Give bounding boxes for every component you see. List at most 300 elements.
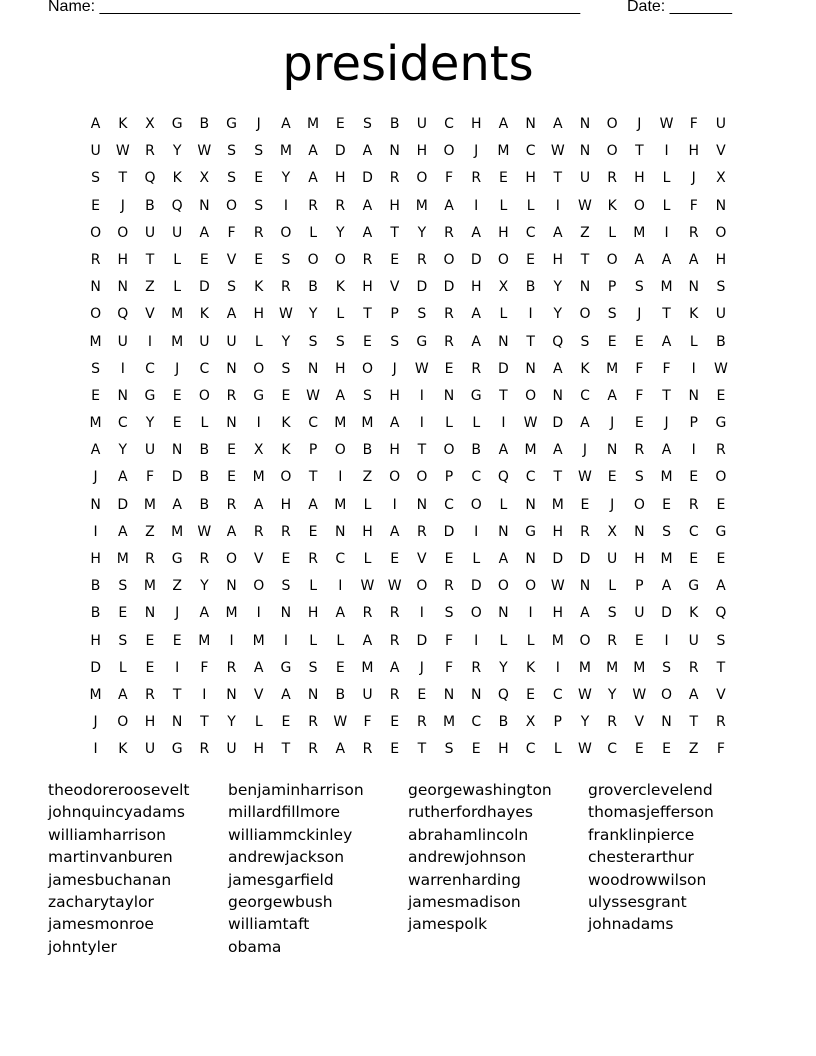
grid-letter: F [445,632,454,649]
grid-letter: I [256,605,261,622]
grid-letter: F [445,659,454,676]
grid-letter: E [526,686,536,703]
grid-letter: G [525,523,537,540]
grid-letter: O [253,578,265,595]
grid-letter: R [226,659,237,676]
grid-letter: F [662,360,671,377]
grid-letter: F [445,170,454,187]
grid-letter: I [283,197,288,214]
grid-letter: L [363,551,372,567]
grid-letter: B [145,197,155,214]
grid-letter: E [580,496,590,513]
grid-letter: I [555,197,560,214]
grid-letter: I [147,333,153,350]
grid-row [82,277,735,304]
grid-letter: W [578,686,592,703]
word-bank-item: woodrowwilson [588,870,707,889]
grid-letter: O [606,251,618,268]
grid-letter: O [470,496,482,513]
grid-row [82,114,735,141]
grid-letter: D [498,360,509,377]
grid-letter: T [417,741,427,758]
grid-letter: A [90,442,101,459]
grid-letter: I [664,632,669,649]
word-bank-item: warrenharding [408,870,521,889]
grid-letter: C [580,387,590,404]
grid-letter: O [361,360,373,377]
grid-letter: X [525,714,536,731]
grid-letter: N [280,605,292,622]
grid-letter: R [607,170,618,187]
grid-letter: N [498,605,509,622]
grid-letter: V [226,251,237,268]
grid-letter: L [526,197,535,214]
grid-letter: D [552,415,564,432]
grid-letter: O [606,116,618,132]
grid-letter: R [308,551,318,567]
grid-letter: I [474,523,479,540]
grid-letter: A [335,387,346,404]
grid-letter: N [579,143,591,160]
grid-letter: N [525,116,536,132]
grid-letter: A [199,605,210,622]
grid-letter: L [173,279,182,296]
word-bank-item: williamtaft [228,915,310,934]
grid-letter: N [579,578,591,595]
grid-letter: I [691,442,696,459]
grid-letter: N [117,387,129,404]
grid-letter: S [662,523,671,540]
grid-letter: N [199,197,210,214]
grid-letter: A [308,496,318,513]
grid-letter: U [579,170,591,187]
grid-letter: L [499,197,508,214]
grid-row [82,603,735,630]
date-field-label: Date: _______ [627,0,732,15]
grid-letter: E [91,387,101,404]
grid-letter: O [443,442,455,459]
grid-letter: R [308,741,318,758]
grid-letter: O [307,251,319,268]
grid-letter: A [281,116,291,132]
word-bank-item: jamesbuchanan [48,870,172,889]
grid-letter: N [470,686,482,703]
grid-letter: O [253,360,265,377]
grid-letter: X [607,523,617,540]
grid-letter: G [715,523,727,540]
grid-letter: W [387,578,402,595]
grid-letter: N [688,279,699,296]
grid-letter: H [253,306,264,323]
grid-row [82,359,735,386]
grid-letter: H [498,224,509,241]
grid-letter: E [444,551,454,567]
grid-row [82,413,735,440]
grid-letter: R [308,714,318,731]
grid-letter: A [199,224,210,241]
grid-letter: D [334,143,346,160]
grid-letter: L [662,170,671,187]
grid-letter: N [634,523,645,540]
grid-letter: J [256,116,261,132]
grid-letter: U [715,116,727,132]
grid-letter: W [197,523,212,540]
grid-letter: C [199,360,210,377]
grid-letter: J [610,415,615,432]
grid-letter: R [389,605,400,622]
grid-letter: A [471,306,481,323]
grid-letter: O [715,224,727,241]
grid-letter: E [199,251,209,268]
grid-letter: I [664,143,669,160]
grid-letter: S [607,605,617,622]
grid-letter: R [145,143,155,160]
grid-letter: C [471,714,482,731]
grid-letter: A [661,333,672,350]
word-bank-item: andrewjohnson [408,848,527,867]
grid-letter: I [555,659,560,676]
grid-letter: Q [117,306,129,323]
grid-row [82,685,735,712]
grid-letter: S [634,469,644,486]
grid-letter: O [470,605,482,622]
grid-letter: K [199,306,209,323]
word-bank-item: jamesmadison [408,893,521,912]
grid-letter: E [607,333,617,350]
grid-letter: C [117,415,128,432]
grid-letter: A [688,686,699,703]
grid-letter: S [716,632,726,649]
grid-letter: E [634,741,644,758]
grid-letter: S [363,116,372,132]
grid-letter: B [362,442,373,459]
grid-letter: M [334,496,347,513]
grid-letter: N [416,496,428,513]
grid-letter: B [471,442,482,459]
grid-letter: E [716,496,726,513]
grid-letter: S [417,306,427,323]
grid-letter: N [90,279,101,296]
grid-letter: U [607,551,618,567]
grid-letter: R [90,251,101,268]
grid-letter: V [253,686,264,703]
grid-letter: M [606,360,619,377]
grid-letter: N [443,686,455,703]
grid-letter: Z [145,279,155,296]
grid-letter: O [497,578,509,595]
grid-letter: N [307,360,319,377]
grid-letter: K [580,360,590,377]
grid-letter: W [578,469,592,486]
grid-letter: K [281,442,291,459]
grid-letter: O [606,143,618,160]
grid-letter: Y [553,279,563,296]
grid-letter: H [307,605,319,622]
grid-letter: R [607,714,618,731]
grid-letter: W [414,360,429,377]
grid-letter: A [661,251,672,268]
grid-letter: Y [118,442,128,459]
grid-letter: U [199,333,210,350]
grid-letter: H [688,143,699,160]
grid-row [82,576,735,603]
grid-letter: X [199,170,210,187]
grid-letter: W [278,306,293,323]
grid-letter: C [525,224,536,241]
grid-letter: T [662,306,671,323]
grid-letter: K [254,279,264,296]
grid-letter: R [389,686,400,703]
grid-letter: V [417,551,427,567]
grid-letter: H [470,279,482,296]
grid-letter: G [171,116,183,132]
word-bank-item: theodoreroosevelt [48,781,190,799]
grid-letter: A [226,306,237,323]
grid-letter: R [362,251,373,268]
grid-letter: O [117,714,129,731]
grid-letter: E [118,605,128,622]
grid-letter: N [606,442,618,459]
grid-letter: A [580,605,590,622]
grid-letter: S [580,333,590,350]
letter-grid [82,114,735,767]
grid-letter: Z [580,224,590,241]
grid-letter: S [390,333,400,350]
grid-letter: R [281,279,291,296]
grid-letter: H [335,360,346,377]
grid-letter: E [634,333,644,350]
grid-letter: I [338,469,343,486]
grid-letter: M [89,686,102,703]
grid-letter: F [716,741,725,758]
grid-letter: N [498,333,509,350]
grid-letter: E [227,469,236,486]
grid-letter: A [580,415,590,432]
word-bank-item: georgewashington [408,781,552,799]
grid-letter: O [633,496,645,513]
grid-letter: K [335,279,345,296]
grid-letter: B [498,714,509,731]
grid-row [82,658,735,685]
grid-letter: F [689,116,698,132]
grid-letter: G [280,659,292,676]
grid-letter: I [528,306,533,323]
grid-letter: L [363,496,372,513]
grid-letter: T [390,224,399,241]
grid-letter: R [688,496,699,513]
grid-letter: E [390,741,400,758]
grid-letter: L [173,251,182,268]
grid-letter: O [280,469,292,486]
grid-letter: S [335,333,345,350]
grid-letter: C [308,415,318,432]
grid-letter: A [661,578,672,595]
grid-letter: D [470,251,482,268]
grid-letter: M [606,659,619,676]
grid-letter: N [226,360,237,377]
grid-letter: B [308,279,318,296]
grid-letter: R [471,659,482,676]
grid-letter: M [225,605,238,622]
grid-letter: D [661,605,672,622]
grid-letter: O [90,306,102,323]
grid-letter: R [416,523,427,540]
grid-letter: D [117,496,129,513]
grid-letter: P [607,279,617,296]
grid-letter: S [254,197,264,214]
word-bank-item: abrahamlincoln [408,825,529,844]
grid-letter: T [689,714,698,731]
grid-letter: F [200,659,209,676]
grid-letter: C [607,741,618,758]
grid-letter: M [143,496,157,513]
grid-letter: J [93,469,98,486]
grid-letter: M [551,496,564,513]
grid-letter: B [199,469,210,486]
word-bank-item: jamesgarfield [228,870,334,889]
grid-letter: B [199,116,210,132]
grid-letter: A [552,360,563,377]
grid-letter: E [254,251,264,268]
grid-letter: E [281,387,291,404]
grid-letter: N [661,714,672,731]
grid-letter: H [525,170,536,187]
grid-letter: N [498,523,509,540]
grid-letter: W [115,143,130,160]
grid-letter: Q [715,605,727,622]
grid-letter: I [474,197,479,214]
grid-letter: M [307,116,320,132]
grid-letter: S [91,170,101,187]
word-bank-item: obama [228,937,282,956]
grid-letter: F [689,197,698,214]
grid-letter: R [145,551,155,567]
grid-letter: Q [171,197,183,214]
grid-letter: L [254,333,263,350]
grid-letter: G [171,551,183,567]
grid-letter: D [416,632,428,649]
grid-letter: W [550,143,565,160]
word-bank-item: georgewbush [228,893,333,912]
grid-letter: A [335,741,346,758]
grid-letter: G [688,578,700,595]
grid-letter: B [335,686,346,703]
grid-letter: D [362,170,373,187]
grid-letter: L [309,632,317,649]
grid-letter: Y [308,306,318,323]
grid-letter: P [553,714,562,731]
grid-letter: B [90,605,101,622]
grid-letter: G [253,387,265,404]
grid-letter: R [226,387,237,404]
grid-letter: S [308,333,318,350]
grid-letter: H [389,442,400,459]
grid-letter: S [227,170,236,187]
grid-letter: I [93,741,98,758]
grid-letter: M [361,659,374,676]
grid-letter: A [661,442,672,459]
grid-letter: O [497,251,509,268]
grid-letter: F [145,469,154,486]
grid-letter: X [145,116,155,132]
grid-letter: H [552,251,564,268]
grid-letter: I [691,360,696,377]
grid-letter: H [90,551,101,567]
grid-letter: U [144,741,156,758]
grid-letter: D [579,551,591,567]
grid-letter: D [443,523,455,540]
grid-letter: O [334,251,346,268]
grid-letter: U [688,632,699,649]
word-bank-item: millardfillmore [228,803,340,822]
grid-letter: C [444,496,454,513]
grid-letter: V [253,551,264,567]
grid-letter: X [253,442,264,459]
grid-letter: H [389,387,400,404]
grid-letter: A [362,143,373,160]
grid-letter: N [117,279,129,296]
grid-letter: I [664,224,669,241]
grid-letter: Y [227,714,236,731]
grid-letter: N [525,496,536,513]
grid-row [82,386,735,413]
grid-letter: R [389,170,400,187]
grid-letter: E [662,741,671,758]
grid-letter: R [335,197,346,214]
word-bank-item: johnquincyadams [48,803,185,822]
grid-letter: O [416,170,428,187]
grid-letter: E [145,632,155,649]
grid-letter: J [93,714,98,731]
word-bank-item: rutherfordhayes [408,803,533,822]
grid-letter: R [389,632,400,649]
grid-letter: F [227,224,236,241]
grid-letter: U [90,143,101,160]
grid-letter: T [553,170,563,187]
grid-letter: K [281,415,291,432]
grid-letter: E [417,686,427,703]
grid-letter: M [442,714,456,731]
grid-letter: E [716,387,726,404]
grid-letter: D [198,279,210,296]
grid-letter: A [362,632,373,649]
grid-letter: M [660,551,673,567]
grid-letter: A [471,333,481,350]
grid-letter: R [362,741,373,758]
grid-letter: Z [172,578,182,595]
grid-letter: S [444,605,454,622]
grid-letter: A [716,578,726,595]
grid-letter: M [252,632,265,649]
grid-letter: R [688,224,699,241]
grid-letter: C [552,686,563,703]
grid-letter: L [445,415,453,432]
grid-letter: L [472,415,481,432]
grid-letter: E [689,551,699,567]
grid-letter: C [145,360,155,377]
grid-letter: H [362,279,373,296]
grid-letter: J [392,360,397,377]
grid-letter: W [333,714,348,731]
grid-letter: M [171,306,184,323]
grid-letter: U [226,741,237,758]
grid-letter: S [444,741,454,758]
grid-letter: S [363,387,372,404]
grid-letter: I [120,360,125,377]
grid-letter: U [144,224,156,241]
grid-letter: L [499,632,508,649]
grid-row [82,223,735,250]
